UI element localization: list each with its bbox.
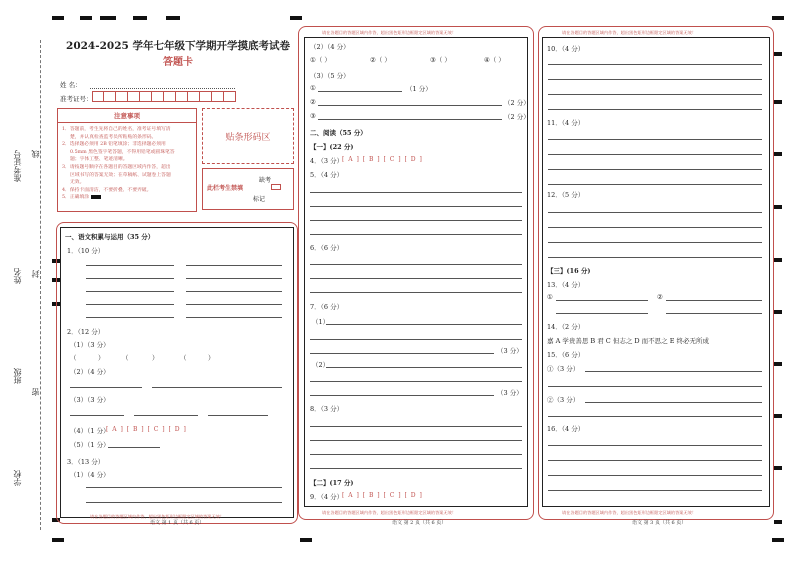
score-label: （2 分）: [504, 113, 530, 121]
answer-line[interactable]: [556, 300, 648, 301]
answer-line[interactable]: [108, 447, 160, 448]
answer-area-2: [304, 37, 528, 507]
question-label: 14．（2 分）: [547, 323, 585, 331]
timing-mark: [133, 16, 147, 20]
answer-paren[interactable]: ）: [152, 354, 159, 362]
answer-paren[interactable]: ）: [98, 354, 105, 362]
question-label: （3）（3 分）: [70, 396, 110, 404]
binding-line: [40, 40, 41, 530]
sub-answer-mark: ③: [310, 112, 316, 120]
page-footer: 语文 第 3 页（共 6 页）: [632, 520, 687, 526]
side-seal: 封: [31, 270, 40, 278]
question-label: 6．（6 分）: [310, 244, 344, 252]
answer-paren[interactable]: ④（ ）: [484, 56, 505, 64]
timing-mark: [774, 520, 782, 524]
answer-line[interactable]: [585, 402, 762, 403]
question-label: （5）（1 分）: [70, 441, 110, 449]
answer-line[interactable]: [70, 387, 142, 388]
boundary-notice: 请在各题目的答题区域内作答，超出黑色矩形边框限定区域的答案无效！: [322, 510, 457, 515]
answer-line[interactable]: [152, 387, 282, 388]
answer-paren[interactable]: ③（ ）: [430, 56, 451, 64]
sub-answer-mark: （1）: [312, 318, 330, 326]
question-label: 1．（10 分）: [67, 247, 105, 255]
answer-line[interactable]: [326, 324, 522, 325]
timing-mark: [774, 414, 782, 418]
answer-line[interactable]: [310, 220, 522, 221]
question-label: （4）（1 分）: [70, 427, 110, 435]
answer-line[interactable]: [86, 317, 174, 318]
question-label: 10．（4 分）: [547, 45, 585, 53]
choice-bubbles[interactable]: [ A ] [ B ] [ C ] [ D ]: [342, 492, 423, 499]
answer-line[interactable]: [548, 445, 762, 446]
choice-bubbles[interactable]: [ A ] [ B ] [ C ] [ D ]: [342, 156, 423, 163]
sub-answer-mark: ①: [547, 293, 553, 301]
answer-line[interactable]: [310, 454, 522, 455]
side-exam-no: 准考证号: [13, 150, 22, 182]
timing-mark: [52, 538, 64, 542]
answer-line[interactable]: [548, 79, 762, 80]
answer-line[interactable]: [86, 502, 282, 503]
timing-mark: [774, 258, 782, 262]
answer-line[interactable]: [666, 313, 762, 314]
answer-paren[interactable]: （: [122, 354, 129, 362]
exam-no-boxes[interactable]: [92, 91, 236, 102]
answer-line[interactable]: [86, 487, 282, 488]
answer-line[interactable]: [86, 278, 174, 279]
side-class: 班级: [13, 368, 22, 384]
barcode-area: [202, 108, 294, 164]
answer-line[interactable]: [310, 278, 522, 279]
notice-item: 3．请按题号顺序在各题目的答题区域内作答，超出: [62, 164, 171, 170]
answer-line[interactable]: [666, 300, 762, 301]
answer-line[interactable]: [310, 192, 522, 193]
timing-mark: [100, 16, 116, 20]
timing-mark: [774, 310, 782, 314]
answer-line[interactable]: [86, 304, 174, 305]
barcode-label: 贴条形码区: [225, 132, 271, 143]
sub-answer-mark: ②: [657, 293, 663, 301]
sub-answer-mark: ②: [310, 98, 316, 106]
side-name: 姓名: [13, 268, 22, 284]
timing-mark: [774, 152, 782, 156]
fill-sample-icon: [91, 195, 101, 199]
answer-line[interactable]: [548, 460, 762, 461]
answer-line[interactable]: [318, 91, 402, 92]
timing-mark: [80, 16, 92, 20]
boundary-notice: 请在各题目的答题区域内作答，超出黑色矩形边框限定区域的答案无效！: [90, 514, 225, 519]
boundary-notice: 请在各题目的答题区域内作答，超出黑色矩形边框限定区域的答案无效！: [562, 510, 697, 515]
timing-mark: [774, 100, 782, 104]
question-label: 12．（5 分）: [547, 191, 585, 199]
answer-line[interactable]: [86, 291, 174, 292]
answer-line[interactable]: [548, 64, 762, 65]
question-label: 5．（4 分）: [310, 171, 344, 179]
sub-answer-mark: ①（3 分）: [547, 365, 580, 373]
timing-mark: [774, 466, 782, 470]
absent-mark: 标记: [253, 196, 266, 203]
answer-line[interactable]: [548, 490, 762, 491]
answer-line[interactable]: [186, 278, 282, 279]
absent-box: [202, 168, 294, 210]
notice-box: [57, 108, 197, 212]
question-label: （2）（4 分）: [310, 43, 350, 51]
question-text: 嘉 A 学贵善思 B 君 C 但志之 D 而不思之 E 终必无所成: [547, 337, 710, 345]
answer-paren[interactable]: （: [70, 354, 77, 362]
answer-line[interactable]: [310, 292, 522, 293]
page-footer: 语文 第 1 页（共 6 页）: [150, 520, 205, 526]
answer-line[interactable]: [548, 416, 762, 417]
question-label: 7．（6 分）: [310, 303, 344, 311]
score-label: （3 分）: [497, 389, 523, 397]
side-cut: 密: [31, 388, 40, 396]
notice-item: 1．答题前，考生先将自己的姓名，准考证号填写清: [62, 127, 171, 132]
sub-section-heading: 【三】(16 分): [547, 267, 591, 275]
boundary-notice: 请在各题目的答题区域内作答，超出黑色矩形边框限定区域的答案无效！: [322, 30, 457, 35]
answer-line[interactable]: [186, 317, 282, 318]
sub-section-heading: 【二】(17 分): [310, 479, 354, 487]
answer-paren[interactable]: ①（ ）: [310, 56, 331, 64]
timing-mark: [166, 16, 180, 20]
absent-checkbox[interactable]: [271, 184, 281, 190]
absent-missing: 缺考: [259, 177, 272, 184]
timing-mark: [774, 205, 782, 209]
answer-line[interactable]: [585, 371, 762, 372]
choice-bubbles[interactable]: [ A ] [ B ] [ C ] [ D ]: [106, 426, 187, 433]
answer-line[interactable]: [310, 264, 522, 265]
answer-line[interactable]: [310, 381, 522, 382]
side-school: 学校: [13, 470, 22, 486]
notice-item: 0.5mm 黑色签字笔答题，不得用铅笔或圆珠笔答: [70, 149, 175, 155]
answer-line[interactable]: [310, 353, 494, 354]
page-subtitle: 答题卡: [163, 57, 193, 68]
question-label: 15．（6 分）: [547, 351, 585, 359]
answer-line[interactable]: [186, 304, 282, 305]
answer-line[interactable]: [556, 313, 648, 314]
answer-line[interactable]: [326, 367, 522, 368]
answer-line[interactable]: [548, 475, 762, 476]
answer-line[interactable]: [70, 415, 124, 416]
exam-no-label: 准考证号：: [60, 95, 93, 103]
answer-line[interactable]: [548, 227, 762, 228]
section-heading: 二、阅读（55 分）: [310, 129, 367, 137]
answer-line[interactable]: [134, 415, 198, 416]
notice-title: 注意事项: [58, 111, 196, 123]
question-label: 9．（4 分）: [310, 493, 344, 501]
notice-item: 题；字体工整、笔迹清晰。: [70, 157, 128, 163]
notice-item: 区域书写的答案无效；在草稿纸、试题卷上答题: [70, 172, 171, 178]
answer-line[interactable]: [548, 139, 762, 140]
answer-line[interactable]: [548, 242, 762, 243]
answer-line[interactable]: [86, 265, 174, 266]
answer-paren[interactable]: ②（ ）: [370, 56, 391, 64]
timing-mark: [774, 52, 782, 56]
answer-line[interactable]: [548, 109, 762, 110]
answer-line[interactable]: [310, 206, 522, 207]
sub-answer-mark: （2）: [312, 361, 330, 369]
notice-item: 2．选择题必须用 2B 铅笔填涂；非选择题必须用: [62, 142, 166, 148]
answer-line[interactable]: [318, 119, 502, 120]
timing-mark: [300, 538, 312, 542]
answer-line[interactable]: [310, 395, 494, 396]
question-label: （3）（5 分）: [310, 72, 350, 80]
absent-label: 此栏考生禁填: [207, 185, 244, 192]
question-label: 8．（3 分）: [310, 405, 344, 413]
sub-answer-mark: ①: [310, 84, 316, 92]
notice-item: 5．正确填涂: [62, 195, 90, 201]
question-label: （1）（3 分）: [70, 341, 110, 349]
question-label: 3．（13 分）: [67, 458, 105, 466]
name-field[interactable]: [90, 88, 235, 89]
question-label: （2）（4 分）: [70, 368, 110, 376]
side-line: 线: [31, 150, 40, 158]
answer-line[interactable]: [186, 265, 282, 266]
score-label: （1 分）: [406, 85, 432, 93]
page-footer: 语文 第 2 页（共 6 页）: [392, 520, 447, 526]
timing-mark: [290, 16, 302, 20]
timing-mark: [774, 362, 782, 366]
answer-line[interactable]: [548, 212, 762, 213]
answer-line[interactable]: [548, 257, 762, 258]
answer-line[interactable]: [310, 339, 522, 340]
answer-line[interactable]: [548, 154, 762, 155]
question-label: 13．（4 分）: [547, 281, 585, 289]
score-label: （2 分）: [504, 99, 530, 107]
boundary-notice: 请在各题目的答题区域内作答，超出黑色矩形边框限定区域的答案无效！: [562, 30, 697, 35]
answer-line[interactable]: [186, 291, 282, 292]
answer-line[interactable]: [310, 440, 522, 441]
notice-item: 楚，并认真检查监考员所粘贴的条形码。: [70, 134, 157, 140]
sub-answer-mark: ②（3 分）: [547, 396, 580, 404]
notice-item: 无效。: [70, 180, 85, 186]
score-label: （3 分）: [497, 347, 523, 355]
question-label: （1）（4 分）: [70, 471, 110, 479]
answer-line[interactable]: [310, 234, 522, 235]
answer-line[interactable]: [208, 415, 268, 416]
answer-line[interactable]: [548, 184, 762, 185]
question-label: 4．（3 分）: [310, 157, 344, 165]
answer-line[interactable]: [548, 386, 762, 387]
page-title: 2024-2025 学年七年级下学期开学摸底考试卷: [66, 40, 290, 52]
answer-line[interactable]: [310, 468, 522, 469]
section-heading: 一、语文积累与运用（35 分）: [65, 233, 155, 241]
answer-line[interactable]: [548, 94, 762, 95]
question-label: 11．（4 分）: [547, 119, 585, 127]
name-label: 姓 名：: [60, 81, 82, 89]
answer-line[interactable]: [548, 169, 762, 170]
answer-line[interactable]: [310, 426, 522, 427]
notice-item: 4．保持卡面清洁，不要折叠、不要弄破。: [62, 187, 152, 193]
timing-mark: [52, 16, 64, 20]
answer-line[interactable]: [318, 105, 502, 106]
timing-mark: [772, 16, 784, 20]
question-label: 16．（4 分）: [547, 425, 585, 433]
answer-paren[interactable]: （: [180, 354, 187, 362]
sub-section-heading: 【一】(22 分): [310, 143, 354, 151]
answer-paren[interactable]: ）: [208, 354, 215, 362]
question-label: 2．（12 分）: [67, 328, 105, 336]
timing-mark: [772, 538, 784, 542]
